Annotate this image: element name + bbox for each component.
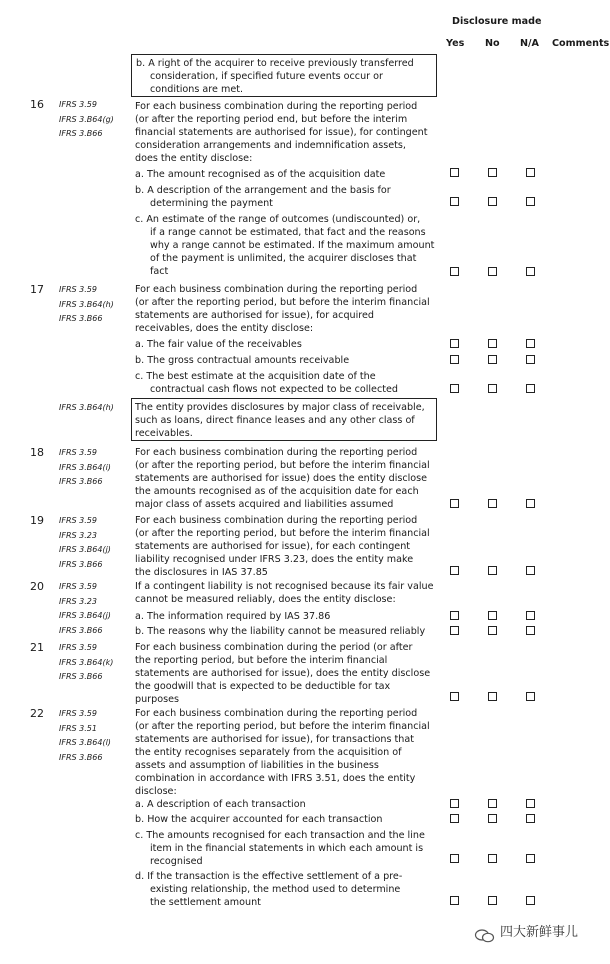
question-text: b. The gross contractual amounts receivable	[135, 355, 350, 366]
checkbox-no[interactable]	[488, 854, 497, 863]
checkbox-yes[interactable]	[450, 896, 459, 905]
ifrs-reference: IFRS 3.B66	[59, 672, 103, 681]
question-text: c. The best estimate at the acquisition date of the	[135, 371, 376, 382]
question-text: For each business combination during the period (or after	[135, 642, 413, 653]
question-text: of the payment is unlimited, the acquirer discloses that	[150, 253, 417, 264]
question-text: b. The reasons why the liability cannot be measured reliably	[135, 626, 426, 637]
question-text: the goodwill that is expected to be deductible for tax	[135, 681, 391, 692]
question-text: a. A description of each transaction	[135, 799, 306, 810]
ifrs-reference: IFRS 3.B64(h)	[59, 403, 114, 412]
checkbox-na[interactable]	[526, 168, 535, 177]
question-text: major class of assets acquired and liabilities assumed	[135, 499, 394, 510]
question-text: statements are authorised for issue), for acquired	[135, 310, 375, 321]
question-text: d. If the transaction is the effective settlement of a pre-	[135, 871, 403, 882]
ifrs-reference: IFRS 3.B64(i)	[59, 462, 111, 472]
checkbox-yes[interactable]	[450, 384, 459, 393]
item-number: 18	[30, 446, 44, 459]
question-text: item in the financial statements in which each amount is	[150, 843, 424, 854]
checkbox-no[interactable]	[488, 896, 497, 905]
ifrs-reference: IFRS 3.B64(h)	[59, 299, 114, 309]
question-text: determining the payment	[150, 198, 273, 209]
question-text: disclose:	[135, 786, 177, 797]
watermark-text: 四大新鲜事儿	[500, 925, 579, 940]
checkbox-yes[interactable]	[450, 267, 459, 276]
checkbox-no[interactable]	[488, 692, 497, 701]
question-text: (or after the reporting period, but before the interim financial	[135, 460, 430, 471]
ifrs-reference: IFRS 3.59	[59, 100, 97, 109]
ifrs-reference: IFRS 3.59	[59, 582, 97, 591]
checkbox-no[interactable]	[488, 168, 497, 177]
ifrs-reference: IFRS 3.B66	[59, 625, 103, 635]
question-text: the amounts recognised as of the acquisition date for each	[135, 486, 419, 497]
question-text: the entity recognises separately from the acquisition of	[135, 747, 402, 758]
item-number: 16	[30, 98, 44, 111]
question-text: statements are authorised for issue), for transactions that	[135, 734, 415, 745]
checkbox-yes[interactable]	[450, 799, 459, 808]
question-text: consideration, if specified future events occur or	[150, 71, 383, 82]
checkbox-no[interactable]	[488, 499, 497, 508]
question-text: a. The information required by IAS 37.86	[135, 611, 331, 622]
question-text: contractual cash flows not expected to be collected	[150, 384, 398, 395]
ifrs-reference: IFRS 3.23	[59, 596, 97, 606]
checkbox-yes[interactable]	[450, 355, 459, 364]
checkbox-na[interactable]	[526, 197, 535, 206]
question-text: conditions are met.	[150, 84, 244, 95]
question-text: c. The amounts recognised for each transaction and the line	[135, 830, 425, 841]
question-text: a. The amount recognised as of the acquisition date	[135, 169, 386, 180]
checkbox-yes[interactable]	[450, 197, 459, 206]
ifrs-reference: IFRS 3.B66	[59, 314, 103, 323]
checkbox-yes[interactable]	[450, 692, 459, 701]
question-text: If a contingent liability is not recognised because its fair value	[135, 581, 434, 592]
question-text: financial statements are authorised for issue), for contingent	[135, 127, 428, 138]
checkbox-no[interactable]	[488, 611, 497, 620]
item-number: 19	[30, 514, 44, 527]
ifrs-reference: IFRS 3.B64(k)	[59, 657, 114, 667]
ifrs-reference: IFRS 3.51	[59, 723, 97, 733]
checkbox-na[interactable]	[526, 566, 535, 575]
ifrs-reference: IFRS 3.B66	[59, 129, 103, 138]
question-text: (or after the reporting period, but before the interim financial	[135, 721, 430, 732]
question-text: (or after the reporting period, but before the interim financial	[135, 297, 430, 308]
question-text: For each business combination during the reporting period	[135, 515, 418, 526]
item-number: 21	[30, 641, 44, 654]
checkbox-na[interactable]	[526, 611, 535, 620]
question-text: receivables.	[135, 428, 193, 439]
ifrs-reference: IFRS 3.59	[59, 285, 97, 294]
col-no-heading: No	[485, 38, 500, 49]
question-text: cannot be measured reliably, does the entity disclose:	[135, 594, 396, 605]
checkbox-na[interactable]	[526, 267, 535, 276]
item-number: 20	[30, 580, 44, 593]
checkbox-yes[interactable]	[450, 566, 459, 575]
question-text: b. How the acquirer accounted for each transaction	[135, 814, 383, 825]
wechat-icon	[474, 929, 496, 943]
ifrs-reference: IFRS 3.B64(l)	[59, 738, 111, 747]
question-text: For each business combination during the reporting period	[135, 447, 418, 458]
disclosure-made-heading: Disclosure made	[452, 16, 542, 27]
checkbox-na[interactable]	[526, 896, 535, 905]
checkbox-na[interactable]	[526, 339, 535, 348]
checkbox-yes[interactable]	[450, 854, 459, 863]
question-text: The entity provides disclosures by major class of receivable,	[135, 402, 425, 413]
col-yes-heading: Yes	[446, 38, 465, 49]
col-comments-heading: Comments	[552, 38, 610, 49]
question-text: the disclosures in IAS 37.85	[135, 567, 268, 578]
ifrs-reference: IFRS 3.B64(j)	[59, 545, 111, 554]
question-text: existing relationship, the method used to determine	[150, 884, 401, 895]
question-text: receivables, does the entity disclose:	[135, 323, 314, 334]
question-text: For each business combination during the reporting period	[135, 284, 418, 295]
question-text: liability recognised under IFRS 3.23, does the entity make	[135, 554, 414, 565]
question-text: recognised	[150, 856, 203, 867]
checkbox-no[interactable]	[488, 384, 497, 393]
checkbox-yes[interactable]	[450, 814, 459, 823]
question-text: assets and assumption of liabilities in the business	[135, 760, 379, 771]
question-text: fact	[150, 266, 169, 277]
checkbox-na[interactable]	[526, 692, 535, 701]
checkbox-no[interactable]	[488, 355, 497, 364]
ifrs-reference: IFRS 3.23	[59, 530, 97, 540]
checkbox-yes[interactable]	[450, 168, 459, 177]
checkbox-no[interactable]	[488, 814, 497, 823]
question-text: does the entity disclose:	[135, 153, 253, 164]
question-text: For each business combination during the reporting period	[135, 101, 418, 112]
checkbox-na[interactable]	[526, 355, 535, 364]
checkbox-no[interactable]	[488, 267, 497, 276]
question-text: (or after the reporting period, but before the interim financial	[135, 528, 430, 539]
question-text: (or after the reporting period end, but before the interim	[135, 114, 408, 125]
checkbox-no[interactable]	[488, 339, 497, 348]
question-text: statements are authorised for issue), does the entity disclose	[135, 668, 431, 679]
checkbox-na[interactable]	[526, 384, 535, 393]
question-text: such as loans, direct finance leases and any other class of	[135, 415, 415, 426]
checkbox-yes[interactable]	[450, 611, 459, 620]
checkbox-na[interactable]	[526, 854, 535, 863]
ifrs-reference: IFRS 3.B64(g)	[59, 114, 114, 124]
checkbox-yes[interactable]	[450, 626, 459, 635]
col-na-heading: N/A	[520, 38, 539, 49]
question-text: b. A right of the acquirer to receive previously transferred	[136, 58, 414, 69]
item-number: 17	[30, 283, 44, 296]
ifrs-reference: IFRS 3.59	[59, 516, 97, 525]
checkbox-no[interactable]	[488, 566, 497, 575]
question-text: consideration arrangements and indemnification assets,	[135, 140, 406, 151]
ifrs-reference: IFRS 3.59	[59, 643, 97, 652]
checkbox-na[interactable]	[526, 814, 535, 823]
question-text: statements are authorised for issue), for each contingent	[135, 541, 411, 552]
checkbox-na[interactable]	[526, 799, 535, 808]
question-text: c. An estimate of the range of outcomes (undiscounted) or,	[135, 214, 421, 225]
question-text: a. The fair value of the receivables	[135, 339, 302, 350]
question-text: combination in accordance with IFRS 3.51, does the entity	[135, 773, 416, 784]
checkbox-no[interactable]	[488, 799, 497, 808]
checkbox-yes[interactable]	[450, 499, 459, 508]
question-text: b. A description of the arrangement and the basis for	[135, 185, 391, 196]
checkbox-na[interactable]	[526, 626, 535, 635]
checkbox-yes[interactable]	[450, 339, 459, 348]
ifrs-reference: IFRS 3.59	[59, 709, 97, 718]
question-text: why a range cannot be estimated. If the maximum amount	[150, 240, 435, 251]
checkbox-no[interactable]	[488, 626, 497, 635]
question-text: the settlement amount	[150, 897, 261, 908]
ifrs-reference: IFRS 3.B64(j)	[59, 611, 111, 620]
question-text: purposes	[135, 694, 179, 705]
checkbox-na[interactable]	[526, 499, 535, 508]
ifrs-reference: IFRS 3.B66	[59, 477, 103, 486]
ifrs-reference: IFRS 3.59	[59, 448, 97, 457]
checkbox-no[interactable]	[488, 197, 497, 206]
question-text: statements are authorised for issue) does the entity disclose	[135, 473, 428, 484]
ifrs-reference: IFRS 3.B66	[59, 752, 103, 762]
question-text: if a range cannot be estimated, that fact and the reasons	[150, 227, 426, 238]
question-text: For each business combination during the reporting period	[135, 708, 418, 719]
item-number: 22	[30, 707, 44, 720]
question-text: the reporting period, but before the interim financial	[135, 655, 388, 666]
ifrs-reference: IFRS 3.B66	[59, 559, 103, 569]
